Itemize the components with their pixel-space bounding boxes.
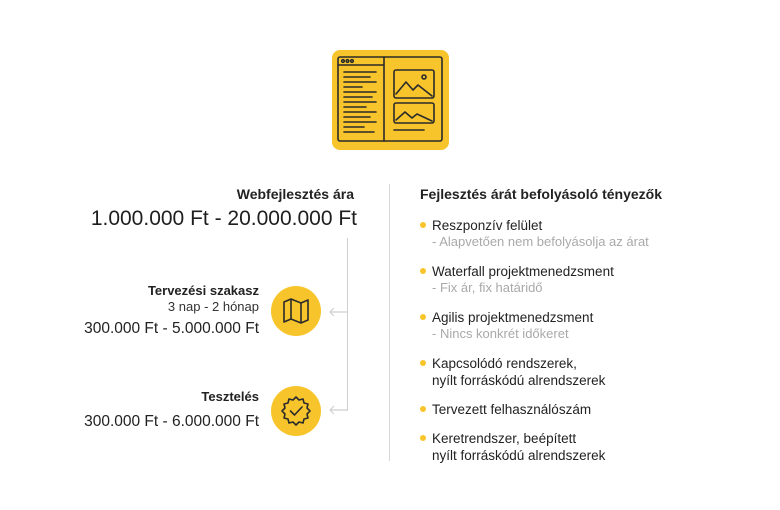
list-item: Waterfall projektmenedzsment - Fix ár, fix határidő [420,263,760,296]
factors-title: Fejlesztés árát befolyásoló tényezők [420,186,662,202]
phase-price: 300.000 Ft - 6.000.000 Ft [84,413,259,430]
list-item: Kapcsolódó rendszerek, nyílt forráskódú alrendszerek [420,355,760,389]
column-divider [389,184,390,461]
bullet [420,268,426,274]
connector-line [347,238,348,411]
phase-duration: 3 nap - 2 hónap [167,299,259,314]
list-item: Agilis projektmenedzsment - Nincs konkrét időkeret [420,309,760,342]
phase-title: Tesztelés [201,389,259,404]
bullet [420,222,426,228]
arrow-left-icon [328,306,350,318]
gear-check-icon [271,386,321,436]
list-item: Reszponzív felület - Alapvetően nem befolyásolja az árat [420,217,760,250]
list-item: Keretrendszer, beépített nyílt forráskódú alrendszerek [420,430,760,464]
phase-price: 300.000 Ft - 5.000.000 Ft [84,320,259,337]
arrow-left-icon [328,404,350,416]
bullet [420,360,426,366]
list-item: Tervezett felhasználószám [420,401,760,418]
bullet [420,314,426,320]
left-title: Webfejlesztés ára [236,186,354,202]
total-price-range: 1.000.000 Ft - 20.000.000 Ft [90,207,357,230]
phase-title: Tervezési szakasz [147,283,259,298]
bullet [420,406,426,412]
bullet [420,435,426,441]
map-icon [271,286,321,336]
browser-window-image-icon [332,50,449,150]
